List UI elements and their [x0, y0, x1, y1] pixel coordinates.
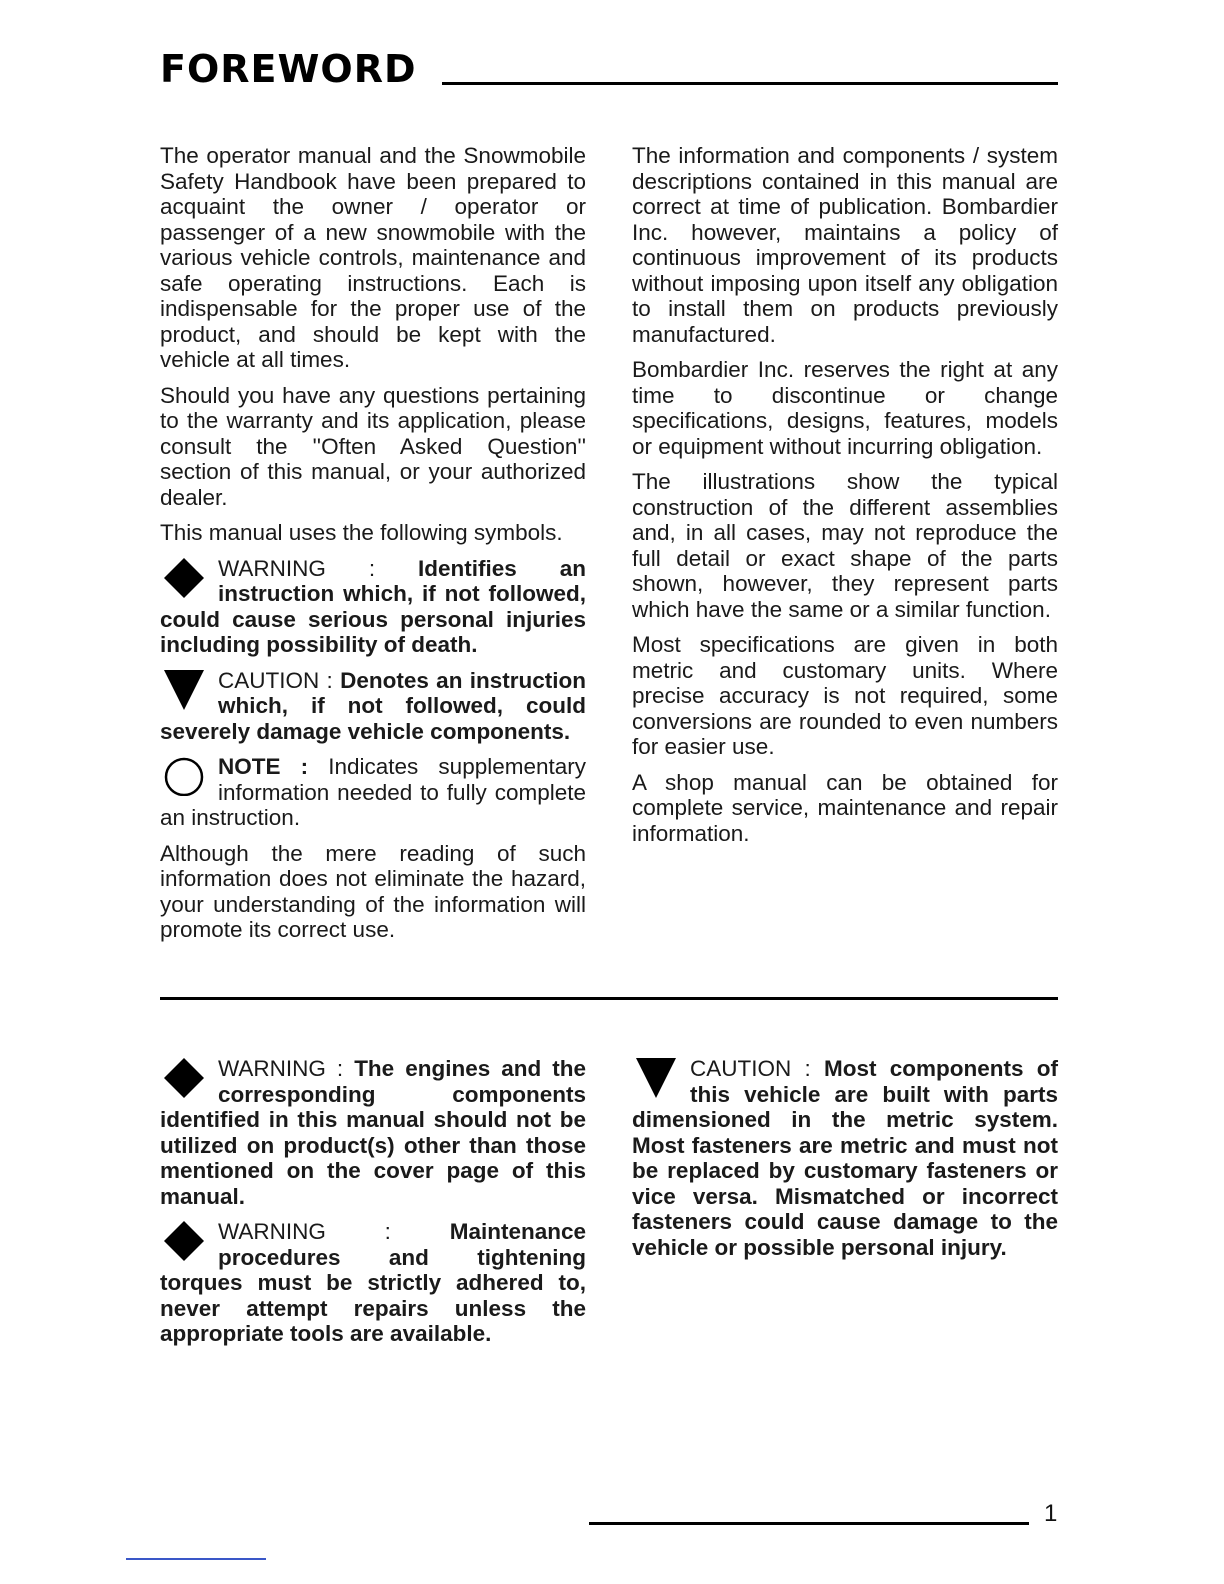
warning-text: Maintenance procedures and tightening torques must be strictly adhered to, never attempt repairs unless the appropriate tools are available.	[160, 1219, 586, 1346]
note-text: Indicates supplementary information needed to fully complete an instruction.	[160, 754, 587, 830]
warning-notice	[160, 1219, 586, 1347]
paragraph: The information and components / system descriptions contained in this manual are correct at time of publication. Bombardier Inc. however, maintains a policy of continuous improvement of its products without imposing upon itself any obligation to install them on products previously manufactured.	[632, 143, 1058, 347]
title-rule	[442, 82, 1058, 85]
circle-icon	[160, 754, 218, 804]
warning-label: WARNING :	[218, 1219, 450, 1244]
left-column-top	[160, 143, 586, 953]
header	[160, 44, 1058, 94]
paragraph: Should you have any questions pertaining to the warranty and its application, please consult the ''Often Asked Question'' section of this manual, or your authorized dealer.	[160, 382, 586, 510]
page-number: 1	[1044, 1500, 1058, 1527]
paragraph: Most specifications are given in both metric and customary units. Where precise accuracy is not required, some conversions are rounded to even numbers for easier use.	[632, 632, 1058, 759]
caution-text: Most components of this vehicle are built with parts dimensioned in the metric system. Most fasteners are metric and must not be replaced by customary fasteners or vice versa. Mismatched or incorrect fasteners could cause damage to the vehicle or possible personal injury.	[632, 1056, 1058, 1260]
warning-label: WARNING :	[218, 1056, 355, 1081]
footer-rule	[589, 1522, 1029, 1525]
warning-text: Identifies an instruction which, if not followed, could cause serious personal injuries including possibility of death.	[160, 555, 586, 657]
paragraph: This manual uses the following symbols.	[160, 520, 563, 545]
diamond-icon	[160, 1056, 218, 1106]
warning-label: WARNING :	[218, 555, 419, 581]
note-notice	[160, 754, 586, 831]
caution-notice	[632, 1056, 1058, 1260]
note-label: NOTE :	[218, 754, 329, 779]
caution-notice	[160, 668, 586, 745]
left-column-bottom	[160, 1056, 586, 1357]
caution-text: Denotes an instruction which, if not followed, could severely damage vehicle components.	[160, 667, 586, 744]
warning-notice	[160, 1056, 586, 1209]
caution-label: CAUTION :	[690, 1056, 824, 1081]
triangle-down-icon	[632, 1056, 690, 1106]
paragraph: Although the mere reading of such information does not eliminate the hazard, your understanding of the information will promote its correct use.	[160, 840, 586, 942]
paragraph: A shop manual can be obtained for complete service, maintenance and repair information.	[632, 769, 1058, 846]
paragraph: The illustrations show the typical construction of the different assemblies and, in all cases, may not reproduce the full detail or exact shape of the parts shown, however, they represent parts which have the same or a similar function.	[632, 469, 1058, 622]
caution-label: CAUTION :	[218, 667, 341, 693]
diamond-icon	[160, 1219, 218, 1269]
paragraph: The operator manual and the Snowmobile Safety Handbook have been prepared to acquaint the owner / operator or passenger of a new snowmobile with the various vehicle controls, maintenance and safe operating instructions. Each is indispensable for the proper use of the product, and should be kept with the vehicle at all times.	[160, 143, 586, 372]
triangle-down-icon	[160, 668, 218, 718]
link-underline	[126, 1558, 266, 1560]
right-column-top	[632, 143, 1058, 856]
paragraph: Bombardier Inc. reserves the right at any time to discontinue or change specifications, designs, features, models or equipment without incurring obligation.	[632, 357, 1058, 459]
warning-text: The engines and the corresponding components identified in this manual should not be utilized on product(s) other than those mentioned on the cover page of this manual.	[160, 1056, 586, 1209]
section-divider	[160, 997, 1058, 1000]
page-title: FOREWORD	[160, 47, 417, 91]
warning-notice	[160, 556, 586, 658]
right-column-bottom	[632, 1056, 1058, 1270]
diamond-icon	[160, 556, 218, 606]
